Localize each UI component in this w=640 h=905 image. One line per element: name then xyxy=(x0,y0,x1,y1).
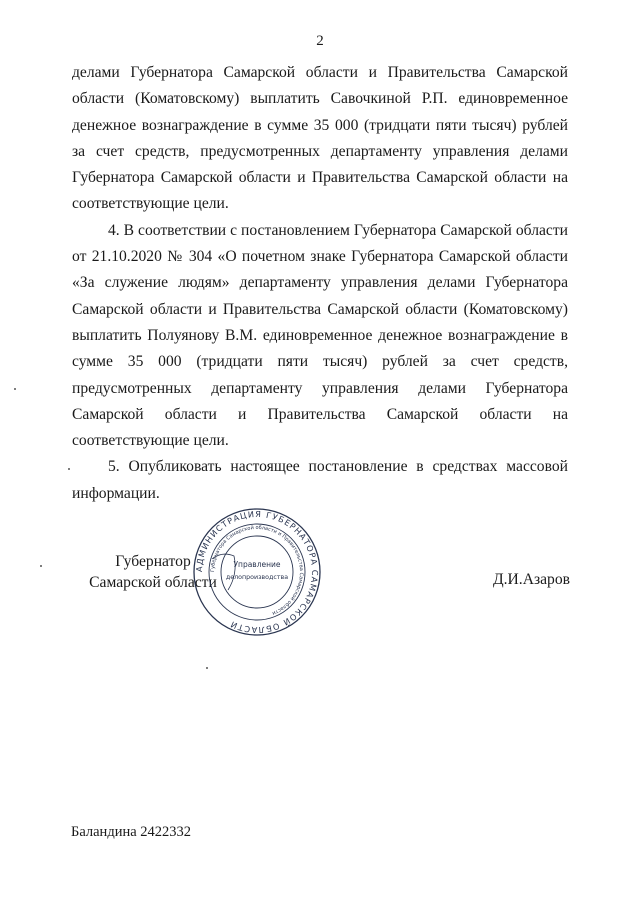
stamp-center-line1: Управление xyxy=(233,560,281,569)
signatory-position-line2: Самарской области xyxy=(89,574,217,591)
page-number: 2 xyxy=(316,33,324,49)
scan-speck xyxy=(68,468,70,470)
paragraph-item-4: 4. В соответствии с постановлением Губернатора Самарской области от 21.10.2020 № 304 «О почетном знаке Губернатора Самарской области «За служение людям» департаменту управления делами Губернатора Самарской области и Правительства Самарской области (Коматовскому) выплатить Полуянову В.М. единовременное денежное вознаграждение в сумме 35 000 (тридцати пяти тысяч) рублей за счет средств, предусмотренных департаменту управления делами Губернатора Самарской области и Правительства Самарской области на соответствующие цели. xyxy=(72,221,568,450)
scan-speck xyxy=(206,667,208,669)
stamp-middle-ring xyxy=(209,524,305,620)
executor-contact: Баландина 2422332 xyxy=(71,824,192,840)
official-stamp xyxy=(192,507,322,637)
scan-speck xyxy=(40,565,42,567)
stamp-center-line2: делопроизводства xyxy=(225,574,289,581)
stamp-outer-text: АДМИНИСТРАЦИЯ ГУБЕРНАТОРА САМАРСКОЙ ОБЛАСТИ xyxy=(193,508,321,636)
document-body xyxy=(72,60,568,507)
signatory-name: Д.И.Азаров xyxy=(493,571,570,588)
signatory-position-line1: Губернатор xyxy=(115,553,191,570)
paragraph-item-5: 5. Опубликовать настоящее постановление в средствах массовой информации. xyxy=(72,458,568,502)
stamp-inner-ring xyxy=(221,536,293,608)
svg-text:Губернатора Самарской области xyxy=(210,524,304,616)
stamp-inner-ring-text: Губернатора Самарской области и Правительства Самарской области xyxy=(209,524,305,617)
paragraph-continuation: делами Губернатора Самарской области и Правительства Самарской области (Коматовскому) выплатить Савочкиной Р.П. единовременное денежное вознаграждение в сумме 35 000 (тридцати пяти тысяч) рублей за счет средств, предусмотренных департаменту управления делами Губернатора Самарской области и Правительства Самарской области на соответствующие цели. xyxy=(72,64,568,213)
scan-speck xyxy=(14,388,16,390)
